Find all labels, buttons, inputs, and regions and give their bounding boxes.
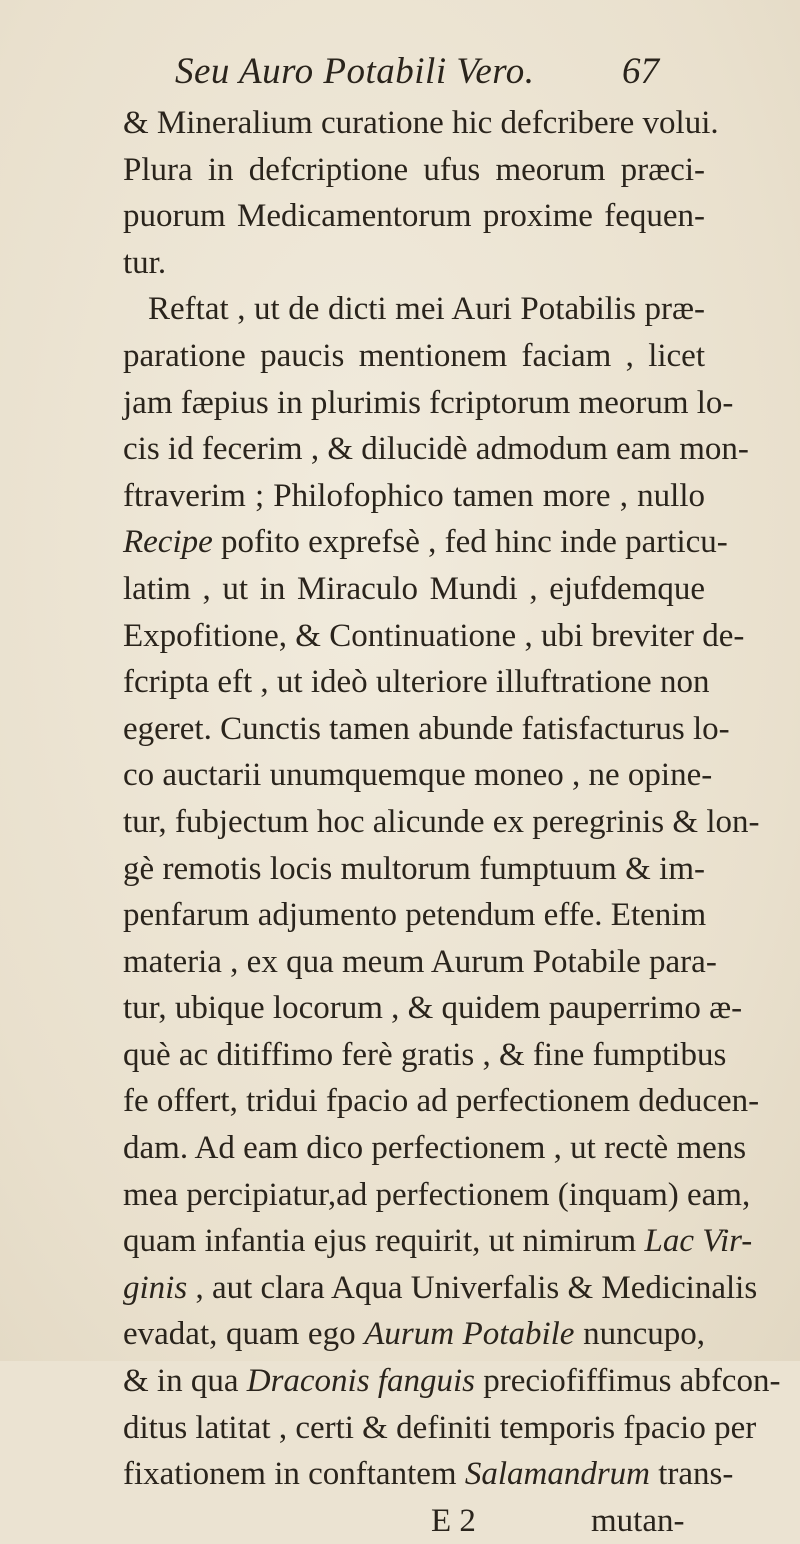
text-line: paratione paucis mentionem faciam , licet <box>123 337 705 374</box>
text-line: cis id fecerim , & dilucidè admodum eam mon- <box>123 431 749 468</box>
text-line: puorum Medicamentorum proxime fequen- <box>123 198 705 235</box>
body-text <box>123 100 781 1544</box>
text-line: co auctarii unumquemque moneo , ne opine- <box>123 757 713 794</box>
italic-term: Aurum Potabile <box>364 1316 575 1353</box>
italic-term: Salamandrum <box>464 1456 650 1493</box>
text-fragment: preciofiffimus abfcon- <box>475 1363 781 1400</box>
text-line: penfarum adjumento petendum effe. Etenim <box>123 897 707 934</box>
text-line: & Mineralium curatione hic defcribere volui. <box>123 105 719 141</box>
signature-mark: E 2 <box>431 1502 476 1539</box>
text-line: què ac ditiffimo ferè gratis , & fine fumptibus <box>123 1036 727 1073</box>
text-fragment: evadat, quam ego <box>123 1316 365 1353</box>
text-line: materia , ex qua meum Aurum Potabile para- <box>123 943 717 980</box>
text-fragment: trans- <box>650 1456 734 1493</box>
text-fragment: quam infantia ejus requirit, ut nimirum <box>123 1223 645 1260</box>
text-line: egeret. Cunctis tamen abunde fatisfacturus lo- <box>123 710 730 747</box>
text-line: fe offert, tridui fpacio ad perfectionem deducen- <box>123 1083 760 1120</box>
running-head: Seu Auro Potabili Vero. <box>175 51 535 92</box>
text-line <box>123 1451 734 1498</box>
page-number: 67 <box>622 51 659 92</box>
text-line <box>123 1311 705 1358</box>
page-header <box>0 50 800 100</box>
italic-term: Recipe <box>123 524 213 561</box>
text-line: jam fæpius in plurimis fcriptorum meorum lo- <box>123 384 734 421</box>
text-line: tur, fubjectum hoc alicunde ex peregrinis & lon- <box>123 803 760 840</box>
italic-term: Draconis fanguis <box>246 1363 475 1400</box>
text-fragment: fixationem in conftantem <box>123 1456 465 1493</box>
text-line: tur, ubique locorum , & quidem pauperrimo æ- <box>123 990 743 1027</box>
text-line <box>123 1358 781 1405</box>
text-line: dam. Ad eam dico perfectionem , ut rectè mens <box>123 1130 747 1167</box>
text-line <box>123 519 728 566</box>
text-line: Reftat , ut de dicti mei Auri Potabilis præ- <box>148 291 705 328</box>
catchword: mutan- <box>591 1502 685 1539</box>
text-line: ftraverim ; Philofophico tamen more , nullo <box>123 477 705 514</box>
text-line: fcripta eft , ut ideò ulteriore illuftratione non <box>123 664 710 701</box>
italic-term: Lac Vir- <box>644 1223 753 1260</box>
text-line: tur. <box>123 244 167 281</box>
text-fragment: , aut clara Aqua Univerfalis & Medicinalis <box>187 1269 758 1306</box>
text-fragment: & in qua <box>123 1363 247 1400</box>
page-footer <box>123 1498 705 1544</box>
text-line <box>123 1218 753 1265</box>
text-line <box>123 1265 758 1312</box>
text-line: mea percipiatur,ad perfectionem (inquam) eam, <box>123 1176 751 1213</box>
text-line: Expofitione, & Continuatione , ubi breviter de- <box>123 617 745 654</box>
text-fragment: pofito exprefsè , fed hinc inde particu- <box>212 524 728 561</box>
text-fragment: nuncupo, <box>574 1316 705 1353</box>
text-line: ditus latitat , certi & definiti temporis fpacio per <box>123 1409 757 1446</box>
text-line: gè remotis locis multorum fumptuum & im- <box>123 850 705 887</box>
italic-term: ginis <box>123 1269 188 1306</box>
text-line: latim , ut in Miraculo Mundi , ejufdemque <box>123 570 705 607</box>
text-line: Plura in defcriptione ufus meorum præci- <box>123 151 705 188</box>
